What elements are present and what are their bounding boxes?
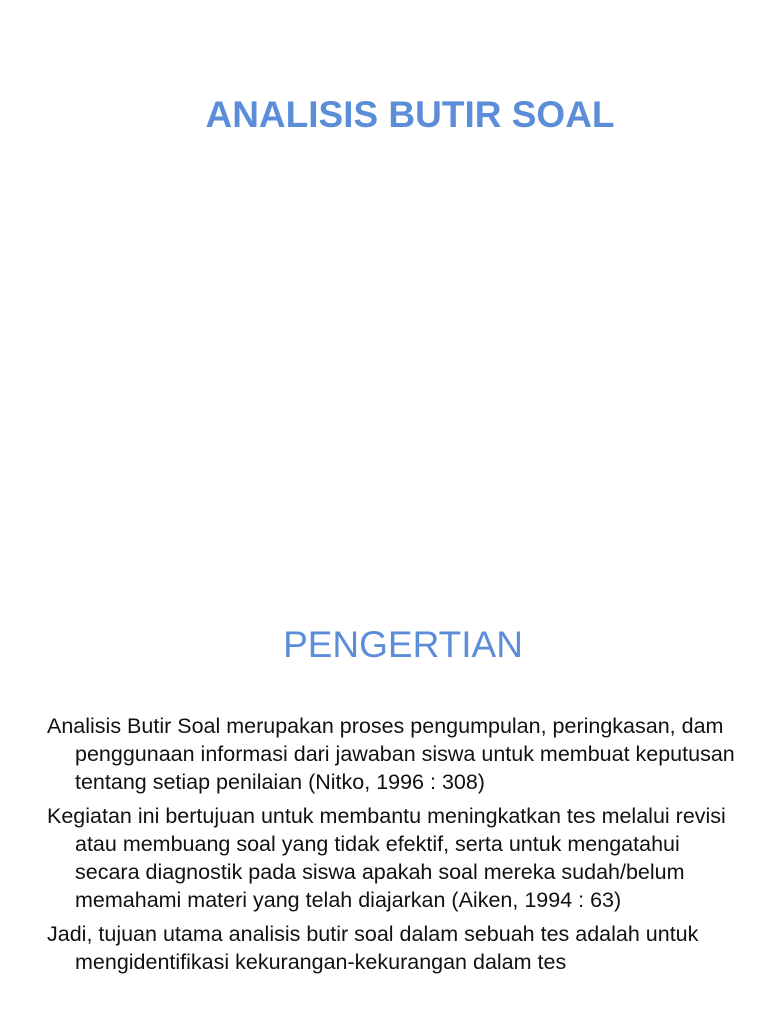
paragraph-definition: Analisis Butir Soal merupakan proses pengumpulan, peringkasan, dam penggunaan informasi dari jawaban siswa untuk membuat keputusan tentang setiap penilaian (Nitko, 1996 : 308)	[47, 714, 735, 794]
content-body	[47, 712, 747, 982]
slide-title: ANALISIS BUTIR SOAL	[205, 94, 615, 135]
section-heading: PENGERTIAN	[283, 624, 523, 665]
paragraph-purpose: Kegiatan ini bertujuan untuk membantu meningkatkan tes melalui revisi atau membuang soal yang tidak efektif, serta untuk mengatahui secara diagnostik pada siswa apakah soal mereka sudah/belum memahami materi yang telah diajarkan (Aiken, 1994 : 63)	[47, 804, 726, 912]
paragraph-conclusion: Jadi, tujuan utama analisis butir soal dalam sebuah tes adalah untuk mengidentifikasi kekurangan-kekurangan dalam tes	[47, 922, 699, 974]
